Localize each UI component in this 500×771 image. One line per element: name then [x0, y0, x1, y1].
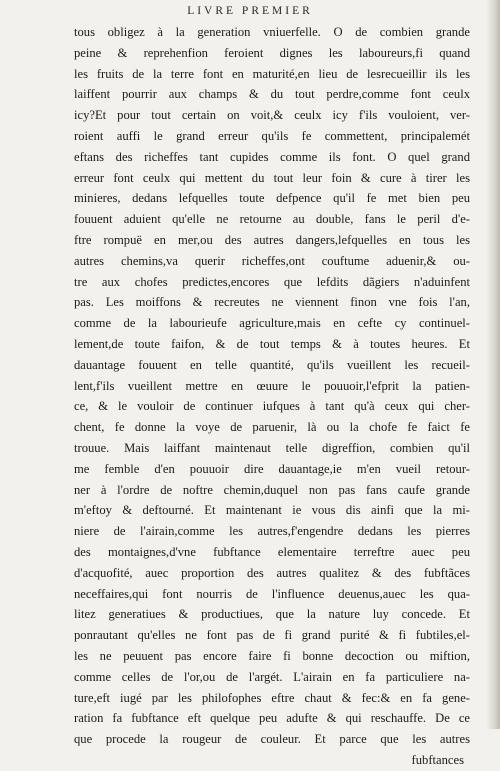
page-edge: [486, 0, 500, 729]
text-line: ftre rompuë en mer,ou des autres dangers,lefquelles en tous les: [74, 232, 470, 247]
text-line: eftans des richeffes tant cupides comme ils font. O quel grand: [74, 149, 470, 164]
text-line: ner à l'ordre de noftre chemin,duquel non pas fans caufe grande: [74, 482, 470, 497]
text-line: m'eftoy & deftourné. Et maintenant ie vous dis ainfi que la mi-: [74, 503, 470, 518]
text-line: erreur font ceulx qui mettent du tout leur foin & cure à tirer les: [74, 170, 470, 185]
text-line: me femble d'en pouuoir dire dauantage,ie m'en vueil retour-: [74, 461, 470, 476]
text-line: ture,eft iugé par les philofophes eftre chaut & fec:& en fa gene-: [74, 690, 470, 705]
text-line: d'acquofité, auec proportion des autres qualitez & des fubftãces: [74, 565, 470, 580]
text-line: roient auffi le grand erreur qu'ils fe commettent, principalemét: [74, 128, 470, 143]
text-line: chent, fe donne la voye de paruenir, là ou la chofe fe faict fe: [74, 420, 470, 435]
text-line: tous obligez à la generation vniuerfelle. O de combien grande: [74, 25, 470, 39]
text-line: ponrautant qu'elles ne font pas de fi grand purité & fi fubtiles,el-: [74, 628, 470, 643]
text-line: icy?Et pour tout certain on voit,& ceulx icy f'ils vouloient, ver-: [74, 108, 470, 123]
running-head: LIVRE PREMIER: [187, 5, 313, 17]
text-line: comme de la labourieufe agriculture,mais en cefte cy continuel-: [74, 316, 470, 331]
text-line: ce, & le vouloir de continuer iufques à tant qu'à ceux qui cher-: [74, 399, 470, 414]
text-line: comme celles de l'or,ou de l'argét. L'airain en fa particuliere na-: [74, 669, 470, 684]
text-line: lent,f'ils vueillent mettre en œuure le pouuoir,l'efprit la patien-: [74, 378, 470, 393]
text-line: les fruits de la terre font en maturité,en lieu de lesrecueillir ils les: [74, 66, 470, 81]
text-line: niere de l'airain,comme les autres,f'engendre dedans les pierres: [74, 524, 470, 539]
text-line: les ne peuuent pas encore faire fi bonne decoction ou miftion,: [74, 648, 470, 663]
text-line: lement,de toute faifon, & de tout temps & à toutes heures. Et: [74, 336, 470, 351]
text-line: fouuent aduient qu'elle ne retourne au double, fans le peril d'e-: [74, 212, 470, 227]
text-line: pas. Les moiffons & recreutes ne viennent finon vne fois l'an,: [74, 295, 470, 310]
text-line: minieres, dedans lefquelles toute defpence qu'il fe met bien peu: [74, 191, 470, 206]
text-line: laiffent pourrir aux champs & du tout perdre,comme font ceulx: [74, 87, 470, 102]
text-line: tre aux chofes predictes,encores que lefdits dãgiers n'aduinfent: [74, 274, 470, 289]
text-line: dauantage fouuent en telle quantité, qu'ils vueillent les recueil-: [74, 357, 470, 372]
text-line: neceffaires,qui font nourris de l'influence deuenus,auec les qua-: [74, 586, 470, 601]
text-line: autres chemins,va querir richeffes,ont couftume aduenir,& ou-: [74, 253, 470, 268]
text-line: ration fa fubftance eft quelque peu adufte & qui reschauffe. De ce: [74, 711, 470, 726]
text-line: peine & reprehenfion feroient dignes les laboureurs,fi quand: [74, 45, 470, 60]
text-line: que procede la rougeur de couleur. Et parce que les autres: [74, 732, 470, 747]
text-line: trouue. Mais laiffant maintenaut telle digreffion, combien qu'il: [74, 440, 470, 455]
text-line: litez generatiues & productiues, que la nature luy concede. Et: [74, 607, 470, 622]
text-line: fubftances: [411, 752, 464, 767]
text-line: des montaignes,d'vne fubftance elementaire terreftre auec peu: [74, 544, 470, 559]
body-text: [74, 22, 470, 771]
